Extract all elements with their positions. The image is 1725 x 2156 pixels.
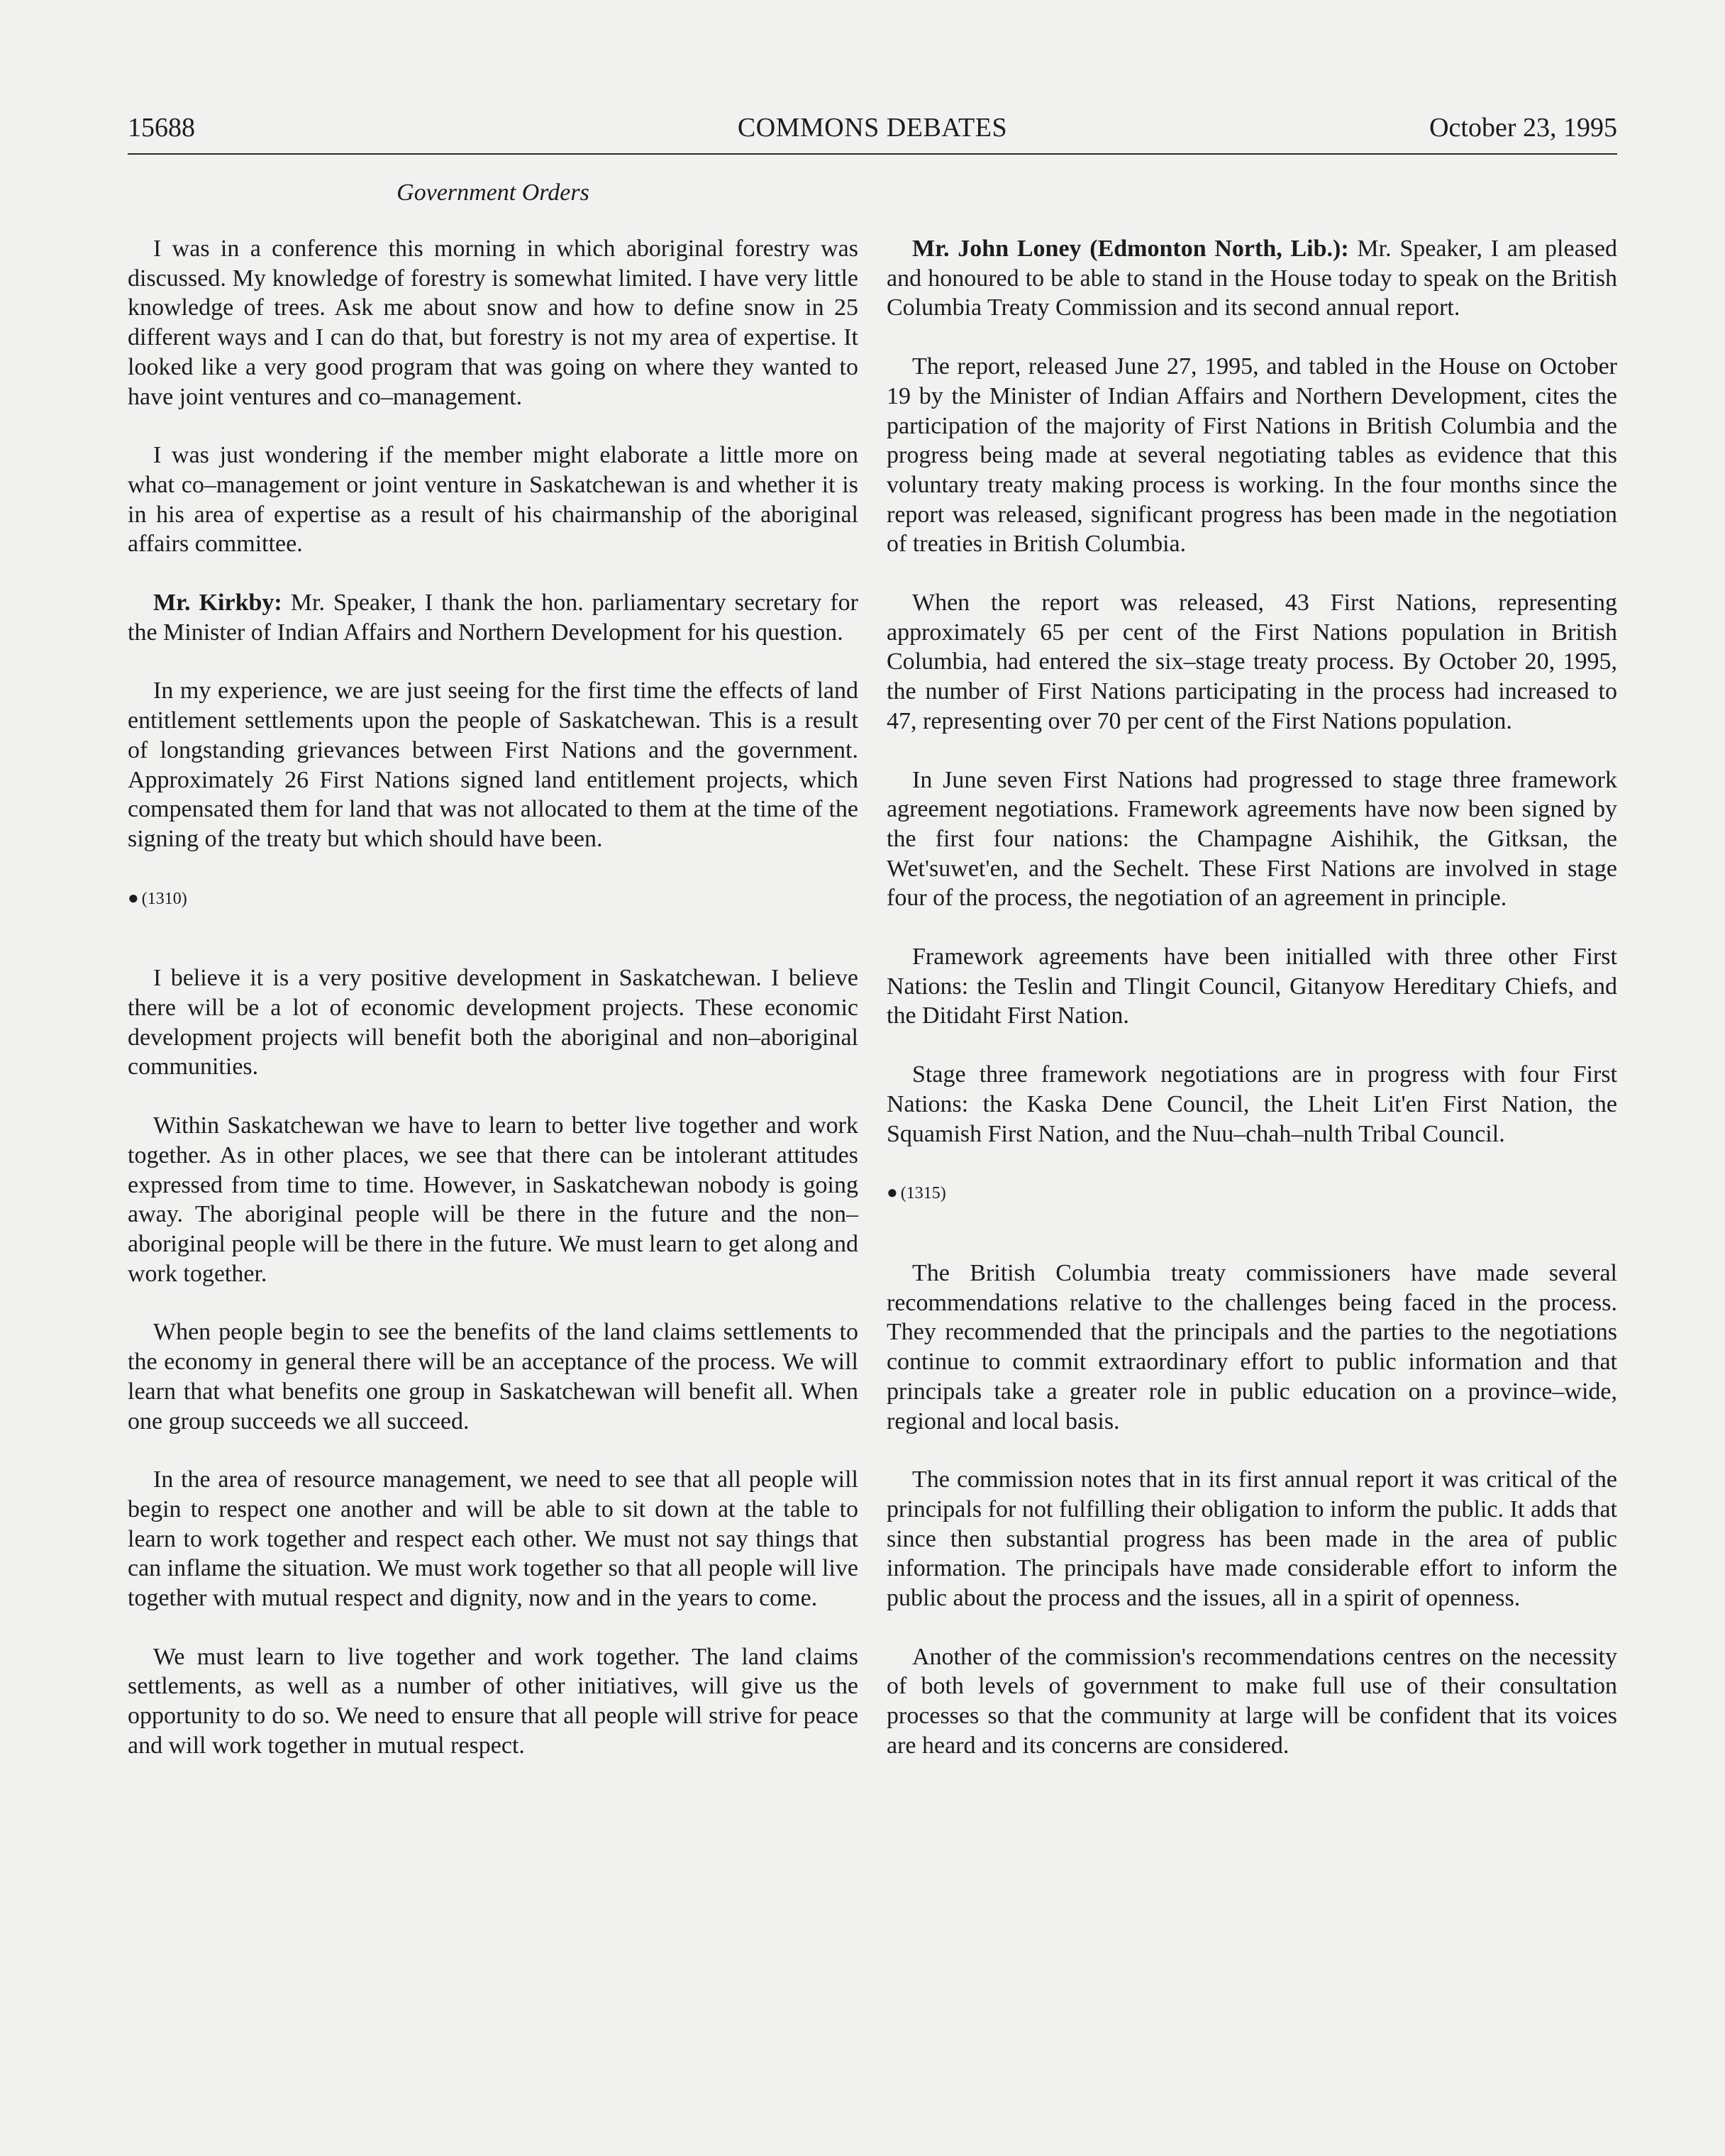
paragraph: Stage three framework negotiations are in progress with four First Nations: the Kaska Dene Council, the Lheit Lit'en First Nation, the Squamish First Nation, and the Nuu–chah–nulth Tribal Council.	[887, 1061, 1617, 1147]
paragraph: In the area of resource management, we need to see that all people will begin to respect one another and will be able to sit down at the table to learn to work together and respect each other. We must not say things that can inflame the situation. We must work together so that all people will live together with mutual respect and dignity, now and in the years to come.	[128, 1466, 858, 1612]
speech-text: Mr. Speaker, I thank the hon. parliamentary secretary for the Minister of Indian Affairs and Northern Development for his question.	[128, 590, 858, 646]
paragraph: We must learn to live together and work together. The land claims settlements, as well as a number of other initiatives, will give us the opportunity to do so. We need to ensure that all people will strive for peace and will work together in mutual respect.	[128, 1643, 858, 1759]
section-title: Government Orders	[396, 179, 589, 206]
bullet-icon: ●	[887, 1182, 898, 1203]
time-marker-text: (1315)	[900, 1184, 946, 1203]
time-marker	[887, 1178, 1617, 1209]
paragraph: I was in a conference this morning in which aboriginal forestry was discussed. My knowledge of forestry is somewhat limited. I have very little knowledge of trees. Ask me about snow and how to define snow in 25 different ways and I can do that, but forestry is not my area of expertise. It looked like a very good program that was going on where they wanted to have joint ventures and co–management.	[128, 236, 858, 410]
speaker-name: Mr. John Loney (Edmonton North, Lib.):	[912, 236, 1349, 262]
publication-title: COMMONS DEBATES	[737, 113, 1008, 143]
speaker-name: Mr. Kirkby:	[153, 590, 282, 617]
paragraph: When people begin to see the benefits of the land claims settlements to the economy in general there will be an acceptance of the process. We will learn that what benefits one group in Saskatchewan will benefit all. When one group succeeds we all succeed.	[128, 1319, 858, 1434]
paragraph: I was just wondering if the member might elaborate a little more on what co–management or joint venture in Saskatchewan is and whether it is in his area of expertise as a result of his chairmanship of the aboriginal affairs committee.	[128, 442, 858, 558]
right-column	[887, 234, 1617, 1790]
paragraph: The commission notes that in its first annual report it was critical of the principals for not fulfilling their obligation to inform the public. It adds that since then substantial progress has been made in the area of public information. The principals have made considerable effort to inform the public about the process and the issues, all in a spirit of openness.	[887, 1466, 1617, 1612]
paragraph	[128, 588, 858, 647]
bullet-icon: ●	[128, 887, 139, 908]
paragraph: In my experience, we are just seeing for the first time the effects of land entitlement settlements upon the people of Saskatchewan. This is a result of longstanding grievances between First Nations and the government. Approximately 26 First Nations signed land entitlement projects, which compensated them for land that was not allocated to them at the time of the signing of the treaty but which should have been.	[128, 678, 858, 852]
page-header	[128, 106, 1617, 155]
paragraph: Within Saskatchewan we have to learn to better live together and work together. As in other places, we see that there can be intolerant attitudes expressed from time to time. However, in Saskatchewan nobody is going away. The aboriginal people will be there in the future and the non–aboriginal people will be there in the future. We must learn to get along and work together.	[128, 1112, 858, 1287]
paragraph: The report, released June 27, 1995, and tabled in the House on October 19 by the Minister of Indian Affairs and Northern Development, cites the participation of the majority of First Nations in British Columbia and the progress being made at several negotiating tables as evidence that this voluntary treaty making process is working. In the four months since the report was released, significant progress has been made in the negotiation of treaties in British Columbia.	[887, 353, 1617, 558]
time-marker	[128, 883, 858, 914]
speech-text: Mr. Speaker, I am pleased and honoured to be able to stand in the House today to speak on the British Columbia Treaty Commission and its second annual report.	[887, 236, 1617, 321]
paragraph	[887, 234, 1617, 323]
paragraph: I believe it is a very positive development in Saskatchewan. I believe there will be a lot of economic development projects. These economic development projects will benefit both the aboriginal and non–aboriginal communities.	[128, 965, 858, 1080]
left-column	[128, 234, 858, 1790]
header-date: October 23, 1995	[1429, 113, 1617, 143]
paragraph: Framework agreements have been initialled with three other First Nations: the Teslin and Tlingit Council, Gitanyow Hereditary Chiefs, and the Ditidaht First Nation.	[887, 944, 1617, 1029]
paragraph: In June seven First Nations had progressed to stage three framework agreement negotiations. Framework agreements have now been signed by the first four nations: the Champagne Aishihik, the Gitksan, the Wet'suwet'en, and the Sechelt. These First Nations are involved in stage four of the process, the negotiation of an agreement in principle.	[887, 766, 1617, 912]
paragraph: Another of the commission's recommendations centres on the necessity of both levels of government to make full use of their consultation processes so that the community at large will be confident that its voices are heard and its concerns are considered.	[887, 1643, 1617, 1759]
paragraph: When the report was released, 43 First Nations, representing approximately 65 per cent of the First Nations population in British Columbia, had entered the six–stage treaty process. By October 20, 1995, the number of First Nations participating in the process had increased to 47, representing over 70 per cent of the First Nations population.	[887, 590, 1617, 734]
page-number: 15688	[128, 113, 195, 143]
time-marker-text: (1310)	[141, 889, 187, 908]
paragraph: The British Columbia treaty commissioners have made several recommendations relative to the challenges being faced in the process. They recommended that the principals and the parties to the negotiations continue to commit extraordinary effort to public information and that principals take a greater role in public education on a province–wide, regional and local basis.	[887, 1259, 1617, 1434]
